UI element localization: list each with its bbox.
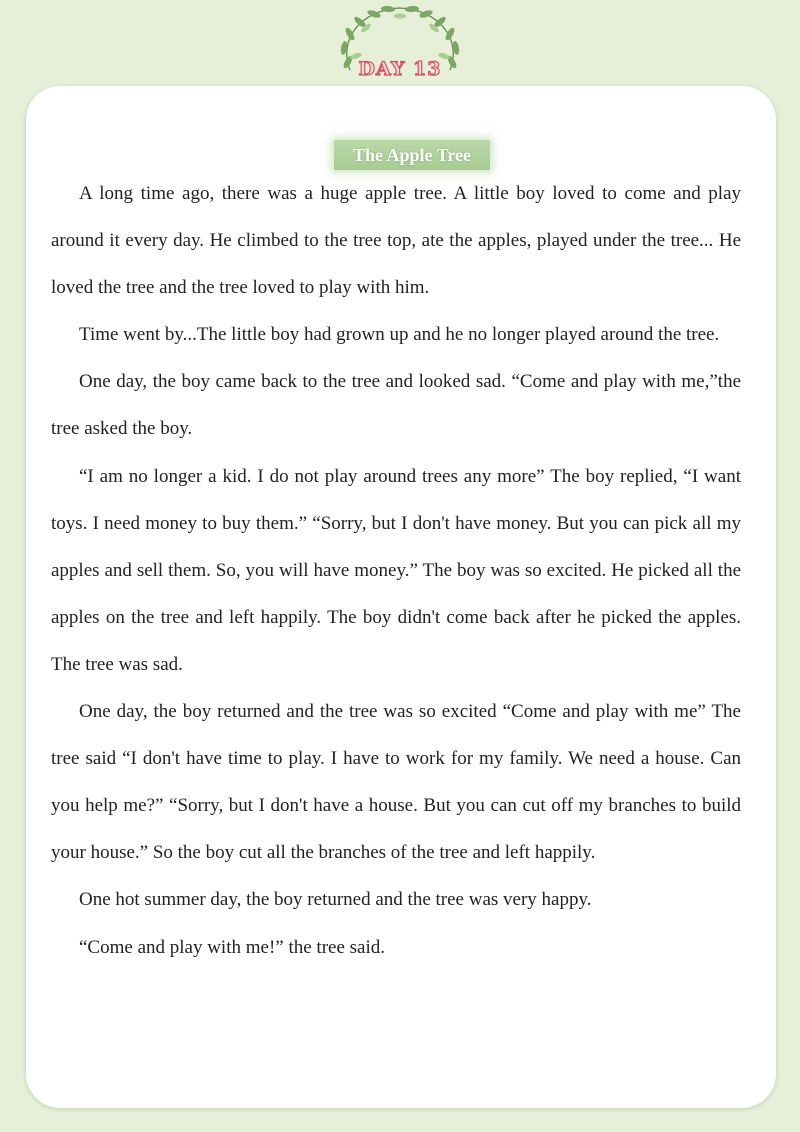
paragraph-3: One day, the boy came back to the tree and looked sad. “Come and play with me,”the tree asked the boy. — [51, 371, 741, 440]
paragraph-2: Time went by...The little boy had grown up and he no longer played around the tree. — [79, 324, 720, 346]
paragraph-4: “I am no longer a kid. I do not play around trees any more” The boy replied, “I want toys. I need money to buy them.” “Sorry, but I don't have money. But you can pick all my apples and sell them. So, you will have money.” The boy was so excited. He picked all the apples on the tree and left happily. The boy didn't come back after he picked the apples. The tree was sad. — [51, 465, 741, 675]
story-body — [51, 170, 741, 971]
paragraph-1: A long time ago, there was a huge apple tree. A little boy loved to come and play around it every day. He climbed to the tree top, ate the apples, played under the tree... He loved the tree and the tree loved to play with him. — [51, 183, 741, 299]
paragraph-6: One hot summer day, the boy returned and the tree was very happy. — [79, 889, 592, 911]
paragraph-7: “Come and play with me!” the tree said. — [79, 936, 386, 958]
story-title: The Apple Tree — [352, 145, 471, 165]
day-badge: DAY 13 — [358, 58, 442, 80]
paragraph-5: One day, the boy returned and the tree was so excited “Come and play with me” The tree said “I don't have time to play. I have to work for my family. We need a house. Can you help me?” “Sorry, but I don't have a house. But you can cut off my branches to build your house.” So the boy cut all the branches of the tree and left happily. — [51, 701, 741, 864]
title-banner — [334, 140, 490, 170]
